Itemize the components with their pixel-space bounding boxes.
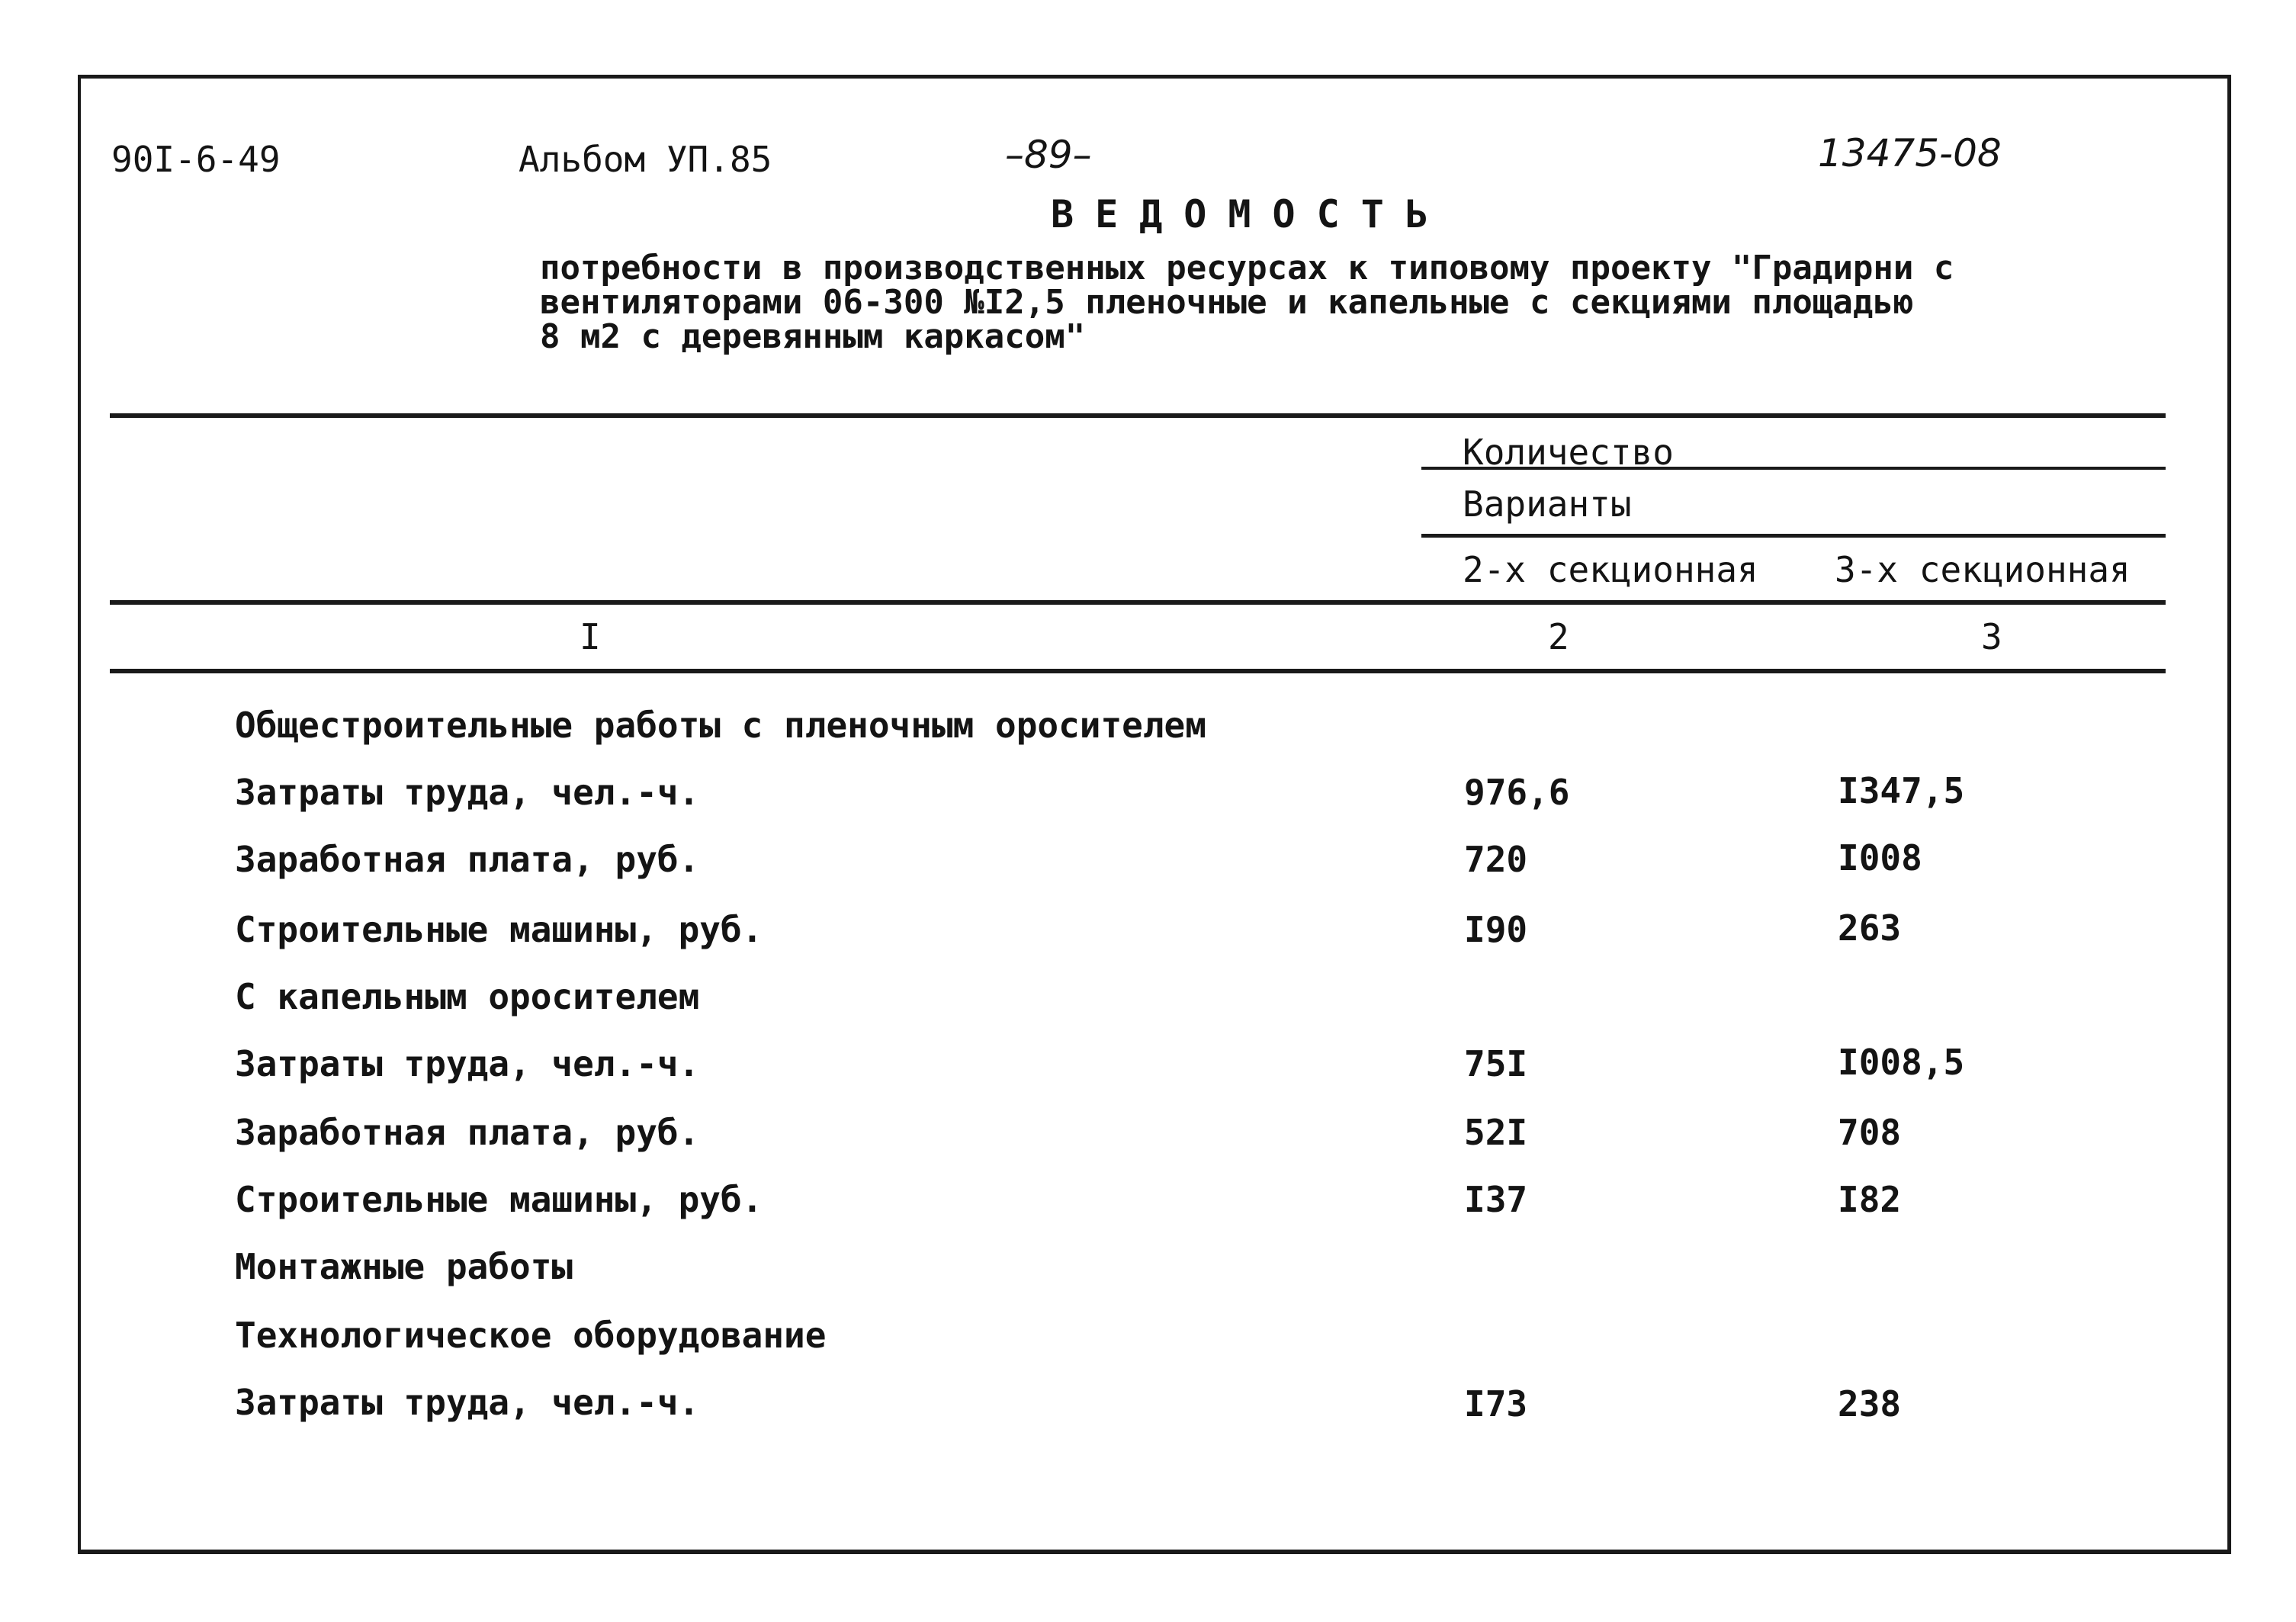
variant-3-section-header: 3-х секционная [1835,549,2131,590]
document-number: 13475-08 [1818,131,2002,175]
document-title: ВЕДОМОСТЬ [1051,192,1450,236]
table-row-label: Затраты труда, чел.-ч. [235,1043,700,1084]
table-row-label: Строительные машины, руб. [235,909,763,950]
table-row-value-3: I82 [1838,1179,1902,1220]
table-row-label: Монтажные работы [235,1246,573,1287]
subtitle-line-2: вентиляторами 06-300 №I2,5 пленочные и капельные с секциями площадью [540,283,1914,322]
table-row-label: Затраты труда, чел.-ч. [235,772,700,813]
table-row-label: Затраты труда, чел.-ч. [235,1382,700,1423]
table-row-value-2: I73 [1464,1383,1528,1424]
table-row-label: С капельным оросителем [235,976,700,1017]
variant-2-section-header: 2-х секционная [1463,549,1758,590]
quantity-header: Количество [1463,432,1674,473]
subtitle-line-3: 8 м2 с деревянным каркасом" [540,317,1086,356]
page-number: –89– [1005,133,1092,177]
table-row-value-2: 52I [1464,1112,1528,1153]
table-row-label: Заработная плата, руб. [235,839,700,880]
subtitle-line-1: потребности в производственных ресурсах к типовому проекту "Градирни с [540,249,1954,287]
column-number-1: I [580,616,601,657]
table-row-label: Технологическое оборудование [235,1315,827,1356]
column-number-3: 3 [1981,616,2002,657]
table-row-value-3: 708 [1838,1112,1902,1153]
album-label: Альбом УП.85 [519,139,772,180]
table-row-value-3: 263 [1838,907,1902,949]
document-code: 90I-6-49 [111,139,281,180]
column-numbers-rule [110,669,2166,673]
table-row-value-3: I008 [1838,837,1922,878]
table-row-value-3: 238 [1838,1383,1902,1424]
table-row-value-3: I347,5 [1838,770,1965,811]
column-number-2: 2 [1548,616,1569,657]
table-row-value-2: I90 [1464,909,1528,950]
table-row-value-3: I008,5 [1838,1042,1965,1083]
table-row-value-2: I37 [1464,1179,1528,1220]
variants-underline [1421,534,2166,538]
table-row-value-2: 976,6 [1464,772,1570,813]
table-row-label: Заработная плата, руб. [235,1112,700,1153]
table-row-label: Строительные машины, руб. [235,1179,763,1220]
table-row-value-2: 75I [1464,1043,1528,1084]
table-row-label: Общестроительные работы с пленочным оросителем [235,705,1206,746]
table-top-rule [110,413,2166,418]
header-bottom-rule [110,600,2166,605]
table-row-value-2: 720 [1464,839,1528,880]
variants-header: Варианты [1463,483,1632,525]
